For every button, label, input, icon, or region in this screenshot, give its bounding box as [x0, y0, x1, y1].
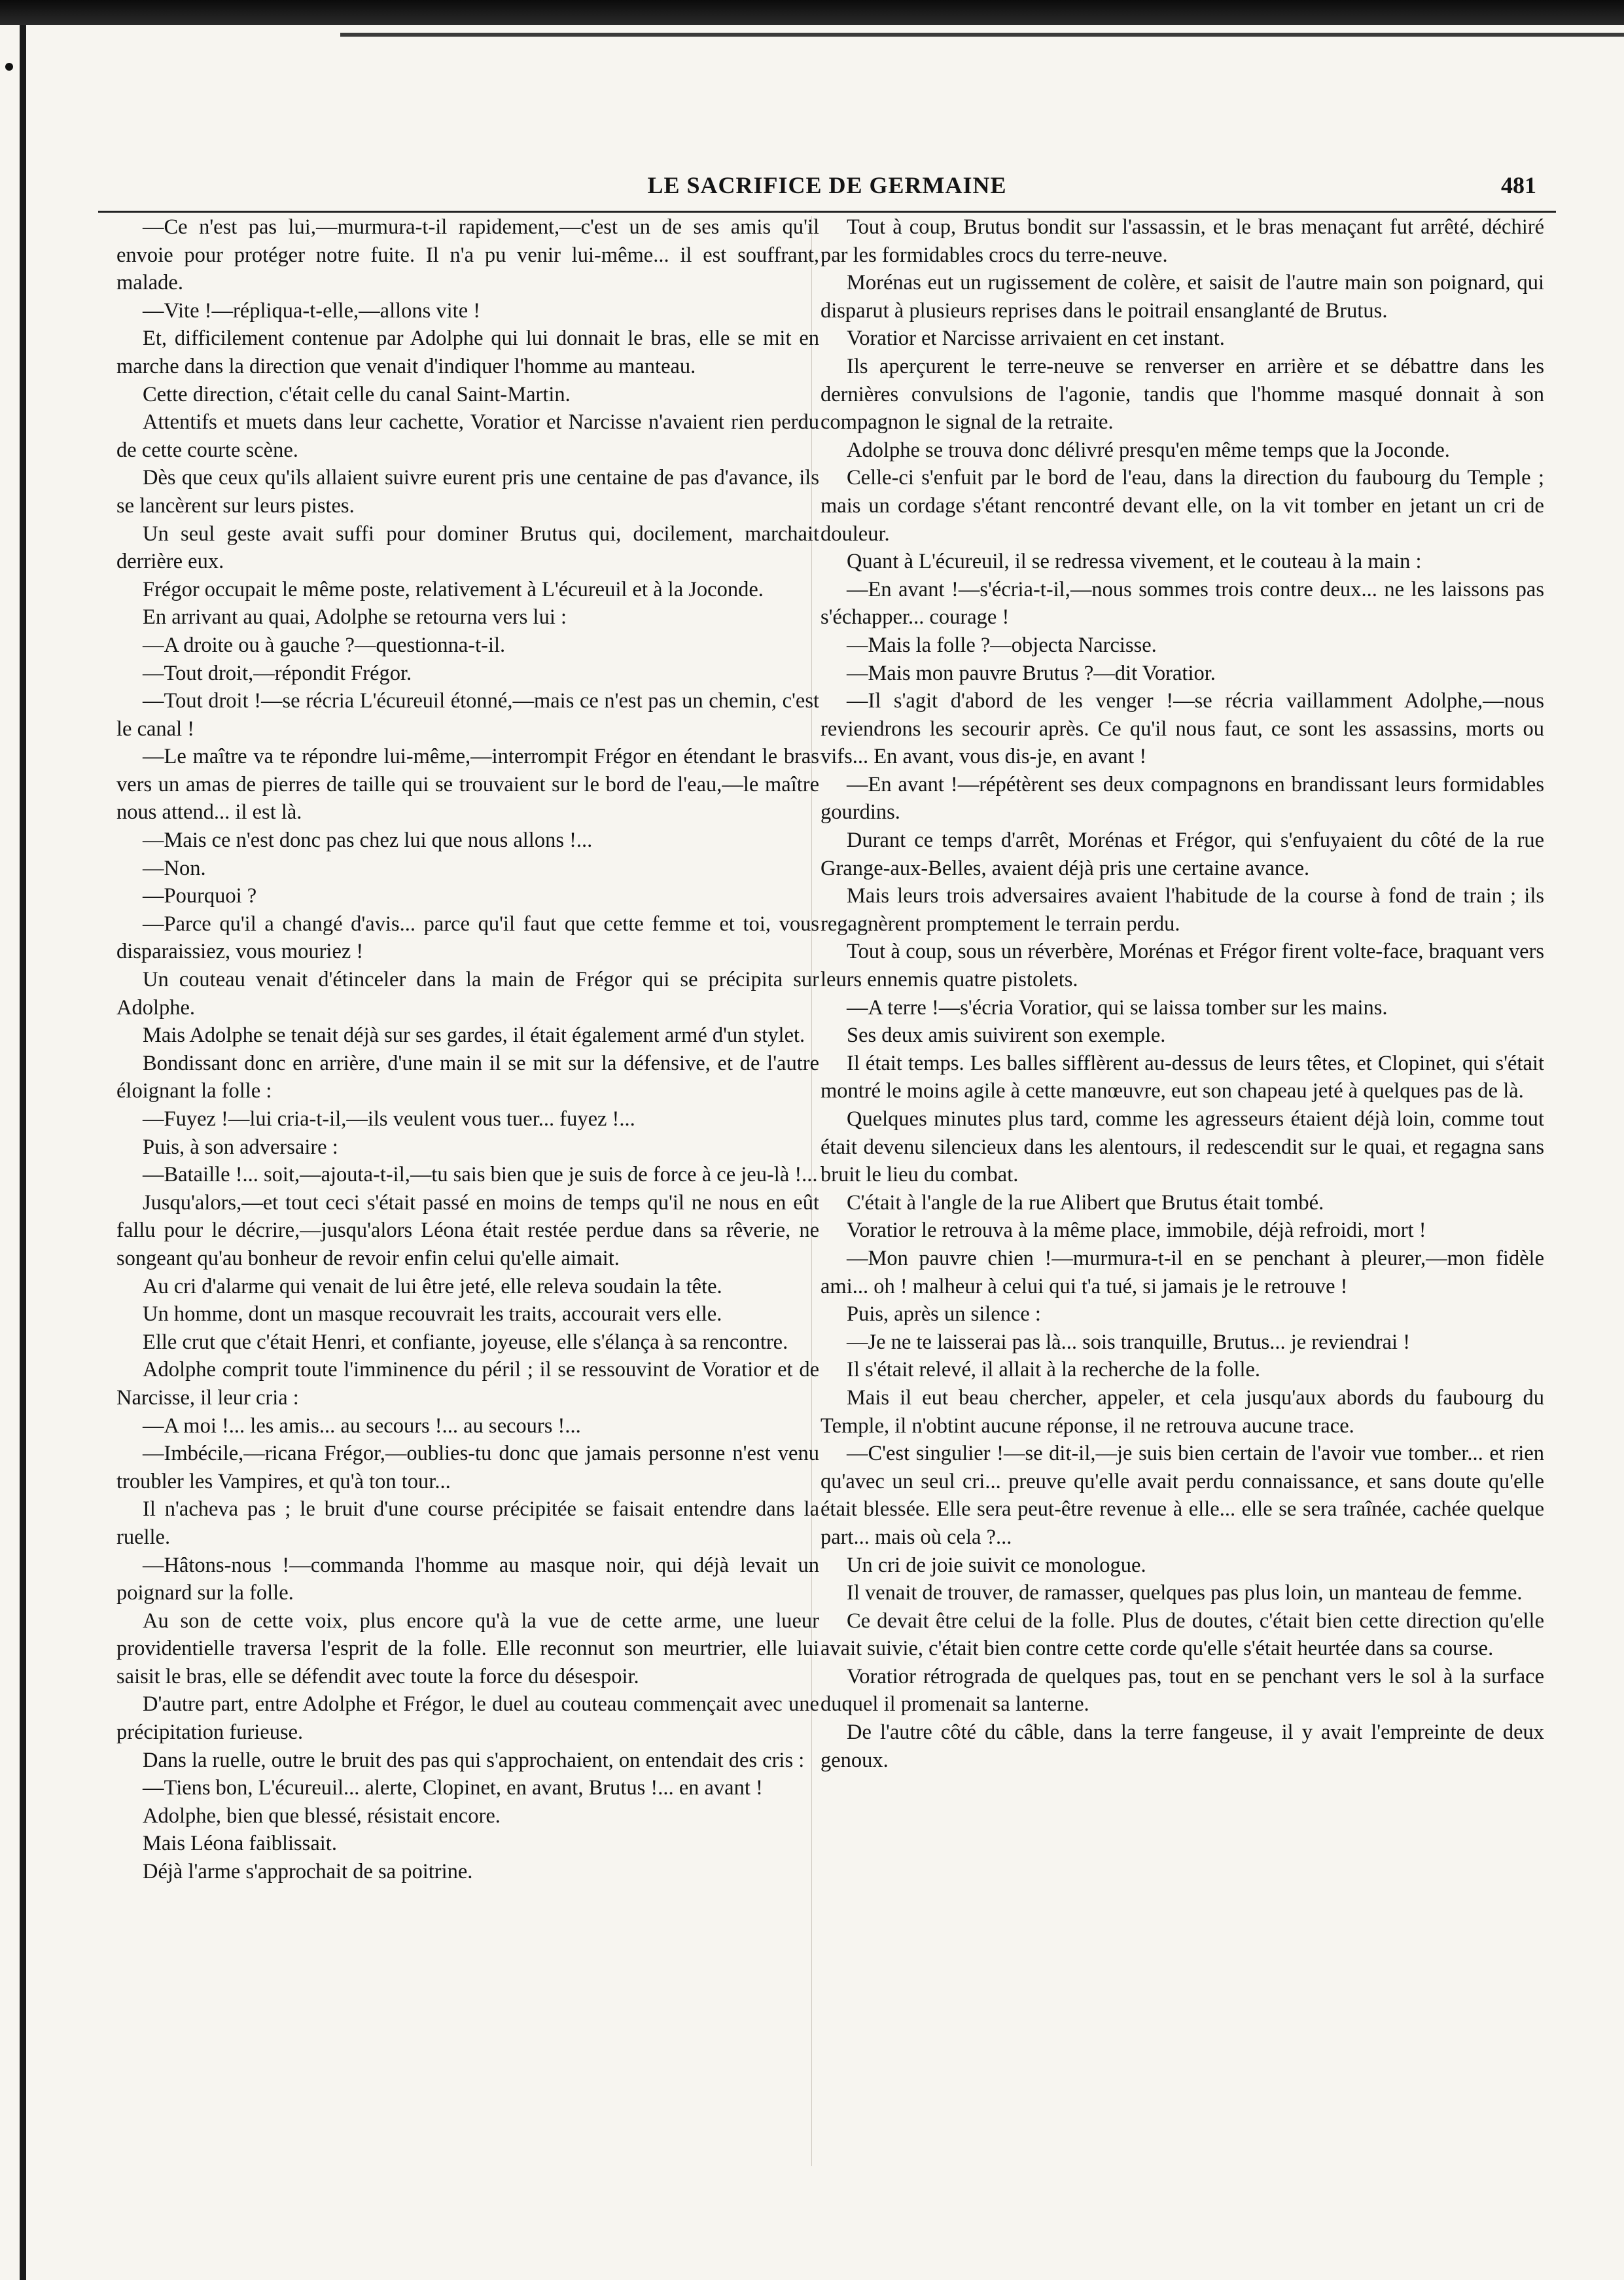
paragraph: Déjà l'arme s'approchait de sa poitrine.: [143, 1860, 473, 1884]
paragraph: —En avant !—répétèrent ses deux compagnons en brandissant leurs formidables gourdins.: [821, 772, 1544, 825]
left-column: [116, 213, 819, 1886]
paragraph: Il était temps. Les balles sifflèrent au-dessus de leurs têtes, et Clopinet, qui s'était montré le moins agile à cette manœuvre, eut son chapeau jeté à quelques pas de là.: [821, 1051, 1544, 1103]
paragraph: Mais il eut beau chercher, appeler, et cela jusqu'aux abords du faubourg du Temple, il n'obtint aucune réponse, il ne retrouva aucune trace.: [821, 1385, 1544, 1438]
paragraph: —En avant !—s'écria-t-il,—nous sommes trois contre deux... ne les laissons pas s'échapper... courage !: [821, 577, 1544, 630]
paragraph: D'autre part, entre Adolphe et Frégor, le duel au couteau commençait avec une précipitation furieuse.: [116, 1692, 819, 1745]
paragraph: Ce devait être celui de la folle. Plus de doutes, c'était bien cette direction qu'elle avait suivie, c'était bien contre cette corde qu'elle s'était heurtée dans sa course.: [821, 1609, 1544, 1661]
header-rule: [98, 211, 1556, 213]
paragraph: —Ce n'est pas lui,—murmura-t-il rapidement,—c'est un de ses amis qu'il envoie pour protéger notre fuite. Il n'a pu venir lui-même... il est souffrant, malade.: [116, 215, 819, 295]
paragraph: Celle-ci s'enfuit par le bord de l'eau, dans la direction du faubourg du Temple ; mais un cordage s'étant rencontré devant elle, on la vit tomber en jetant un cri de douleur.: [821, 466, 1544, 546]
paragraph: Dans la ruelle, outre le bruit des pas qui s'approchaient, on entendait des cris :: [143, 1748, 805, 1772]
paragraph: Un couteau venait d'étinceler dans la main de Frégor qui se précipita sur Adolphe.: [116, 968, 819, 1020]
paragraph: Voratior rétrograda de quelques pas, tout en se penchant vers le sol à la surface duquel il promenait sa lanterne.: [821, 1664, 1544, 1717]
scan-line: [340, 33, 1624, 37]
paragraph: —Tout droit,—répondit Frégor.: [143, 661, 412, 685]
paragraph: —Parce qu'il a changé d'avis... parce qu'il faut que cette femme et toi, vous disparaissiez, vous mouriez !: [116, 912, 819, 964]
paragraph: Ses deux amis suivirent son exemple.: [847, 1024, 1166, 1048]
paragraph: Durant ce temps d'arrêt, Morénas et Frégor, qui s'enfuyaient du côté de la rue Grange-aux-Belles, avaient déjà pris une certaine avance.: [821, 828, 1544, 880]
paragraph: Au cri d'alarme qui venait de lui être jeté, elle releva soudain la tête.: [143, 1274, 722, 1298]
paragraph: Il s'était relevé, il allait à la recherche de la folle.: [847, 1358, 1261, 1382]
right-column: [821, 213, 1544, 1774]
running-title: LE SACRIFICE DE GERMAINE: [647, 172, 1007, 198]
paragraph: —Tiens bon, L'écureuil... alerte, Clopinet, en avant, Brutus !... en avant !: [143, 1776, 763, 1800]
paragraph: Un cri de joie suivit ce monologue.: [847, 1553, 1146, 1577]
scan-speck: [5, 63, 13, 71]
paragraph: —Fuyez !—lui cria-t-il,—ils veulent vous tuer... fuyez !...: [143, 1107, 635, 1131]
paragraph: Tout à coup, sous un réverbère, Morénas et Frégor firent volte-face, braquant vers leurs ennemis quatre pistolets.: [821, 940, 1544, 992]
paragraph: —Hâtons-nous !—commanda l'homme au masque noir, qui déjà levait un poignard sur la folle.: [116, 1553, 819, 1605]
paragraph: Il venait de trouver, de ramasser, quelques pas plus loin, un manteau de femme.: [847, 1581, 1523, 1605]
paragraph: Elle crut que c'était Henri, et confiante, joyeuse, elle s'élança à sa rencontre.: [143, 1330, 788, 1354]
paragraph: Au son de cette voix, plus encore qu'à la vue de cette arme, une lueur providentielle traversa l'esprit de la folle. Elle reconnut son meurtrier, elle lui saisit le bras, elle se défendit avec toute la force du désespoir.: [116, 1609, 819, 1688]
paragraph: —Mais mon pauvre Brutus ?—dit Voratior.: [847, 661, 1216, 685]
paragraph: Mais leurs trois adversaires avaient l'habitude de la course à fond de train ; ils regagnèrent promptement le terrain perdu.: [821, 884, 1544, 936]
page-number: 481: [1501, 172, 1536, 198]
paragraph: De l'autre côté du câble, dans la terre fangeuse, il y avait l'empreinte de deux genoux.: [821, 1720, 1544, 1772]
paragraph: Un seul geste avait suffi pour dominer Brutus qui, docilement, marchait derrière eux.: [116, 522, 819, 574]
paragraph: Frégor occupait le même poste, relativement à L'écureuil et à la Joconde.: [143, 577, 764, 601]
paragraph: —C'est singulier !—se dit-il,—je suis bien certain de l'avoir vue tomber... et rien qu'avec un seul cri... preuve qu'elle avait perdu connaissance, et sans doute qu'elle était blessée. Elle sera peut-être revenue à elle... elle se sera traînée, cachée quelque part... mais où cela ?...: [821, 1442, 1544, 1549]
paragraph: —Pourquoi ?: [143, 884, 257, 908]
paragraph: Quelques minutes plus tard, comme les agresseurs étaient déjà loin, comme tout était devenu silencieux dans les alentours, il redescendit sur le quai, et regagna sans bruit le lieu du combat.: [821, 1107, 1544, 1187]
paragraph: Puis, après un silence :: [847, 1302, 1041, 1327]
paragraph: —Le maître va te répondre lui-même,—interrompit Frégor en étendant le bras vers un amas de pierres de taille qui se trouvaient sur le bord de l'eau,—le maître nous attend... il est là.: [116, 745, 819, 825]
paragraph: —Vite !—répliqua-t-elle,—allons vite !: [143, 298, 481, 323]
paragraph: —Mais la folle ?—objecta Narcisse.: [847, 633, 1157, 657]
paragraph: Bondissant donc en arrière, d'une main il se mit sur la défensive, et de l'autre éloignant la folle :: [116, 1051, 819, 1103]
paragraph: Adolphe comprit toute l'imminence du péril ; il se ressouvint de Voratior et de Narcisse, il leur cria :: [116, 1358, 819, 1410]
paragraph: Dès que ceux qu'ils allaient suivre eurent pris une centaine de pas d'avance, ils se lancèrent sur leurs pistes.: [116, 466, 819, 518]
paragraph: Et, difficilement contenue par Adolphe qui lui donnait le bras, elle se mit en marche dans la direction que venait d'indiquer l'homme au manteau.: [116, 327, 819, 378]
paragraph: Voratior le retrouva à la même place, immobile, déjà refroidi, mort !: [847, 1219, 1426, 1243]
paragraph: —Non.: [143, 856, 206, 880]
paragraph: —Il s'agit d'abord de les venger !—se récria vaillamment Adolphe,—nous reviendrons les secourir après. Ce qu'il nous faut, ce sont les assassins, morts ou vifs... En avant, vous dis-je, en avant !: [821, 689, 1544, 769]
paragraph: —Bataille !... soit,—ajouta-t-il,—tu sais bien que je suis de force à ce jeu-là !...: [143, 1163, 818, 1187]
paragraph: En arrivant au quai, Adolphe se retourna vers lui :: [143, 605, 567, 630]
paragraph: —A droite ou à gauche ?—questionna-t-il.: [143, 633, 506, 657]
paragraph: Il n'acheva pas ; le bruit d'une course précipitée se faisait entendre dans la ruelle.: [116, 1497, 819, 1549]
paragraph: Puis, à son adversaire :: [143, 1135, 338, 1159]
paragraph: C'était à l'angle de la rue Alibert que Brutus était tombé.: [847, 1190, 1324, 1215]
paragraph: Attentifs et muets dans leur cachette, Voratior et Narcisse n'avaient rien perdu de cette courte scène.: [116, 410, 819, 462]
paragraph: Morénas eut un rugissement de colère, et saisit de l'autre main son poignard, qui disparut à plusieurs reprises dans le poitrail ensanglanté de Brutus.: [821, 271, 1544, 323]
paragraph: —A moi !... les amis... au secours !... au secours !...: [143, 1414, 581, 1438]
paragraph: Adolphe se trouva donc délivré presqu'en même temps que la Joconde.: [847, 438, 1450, 462]
page-header: [98, 171, 1556, 208]
paragraph: Adolphe, bien que blessé, résistait encore.: [143, 1804, 501, 1828]
paragraph: Mais Adolphe se tenait déjà sur ses gardes, il était également armé d'un stylet.: [143, 1024, 805, 1048]
paragraph: Un homme, dont un masque recouvrait les traits, accourait vers elle.: [143, 1302, 722, 1327]
paragraph: Jusqu'alors,—et tout ceci s'était passé en moins de temps qu'il ne nous en eût fallu pour le décrire,—jusqu'alors Léona était restée perdue dans sa rêverie, ne songeant qu'au bonheur de revoir enfin celui qu'elle aimait.: [116, 1190, 819, 1270]
paragraph: —Mais ce n'est donc pas chez lui que nous allons !...: [143, 828, 593, 853]
paragraph: Cette direction, c'était celle du canal Saint-Martin.: [143, 382, 571, 406]
scan-top-bar: [0, 0, 1624, 25]
paragraph: —Mon pauvre chien !—murmura-t-il en se penchant à pleurer,—mon fidèle ami... oh ! malheur à celui qui t'a tué, si jamais je le retrouve !: [821, 1246, 1544, 1298]
paragraph: —Tout droit !—se récria L'écureuil étonné,—mais ce n'est pas un chemin, c'est le canal !: [116, 689, 819, 741]
paragraph: Quant à L'écureuil, il se redressa vivement, et le couteau à la main :: [847, 550, 1422, 574]
paragraph: —Je ne te laisserai pas là... sois tranquille, Brutus... je reviendrai !: [847, 1330, 1411, 1354]
paragraph: Mais Léona faiblissait.: [143, 1832, 337, 1856]
paragraph: Voratior et Narcisse arrivaient en cet instant.: [847, 327, 1225, 351]
scan-left-edge: [20, 25, 26, 2280]
paragraph: —A terre !—s'écria Voratior, qui se laissa tomber sur les mains.: [847, 995, 1388, 1020]
paragraph: Tout à coup, Brutus bondit sur l'assassin, et le bras menaçant fut arrêté, déchiré par les formidables crocs du terre-neuve.: [821, 215, 1544, 267]
paragraph: —Imbécile,—ricana Frégor,—oublies-tu donc que jamais personne n'est venu troubler les Vampires, et qu'à ton tour...: [116, 1442, 819, 1493]
paragraph: Ils aperçurent le terre-neuve se renverser en arrière et se débattre dans les dernières convulsions de l'agonie, tandis que l'homme masqué donnait à son compagnon le signal de la retraite.: [821, 354, 1544, 435]
